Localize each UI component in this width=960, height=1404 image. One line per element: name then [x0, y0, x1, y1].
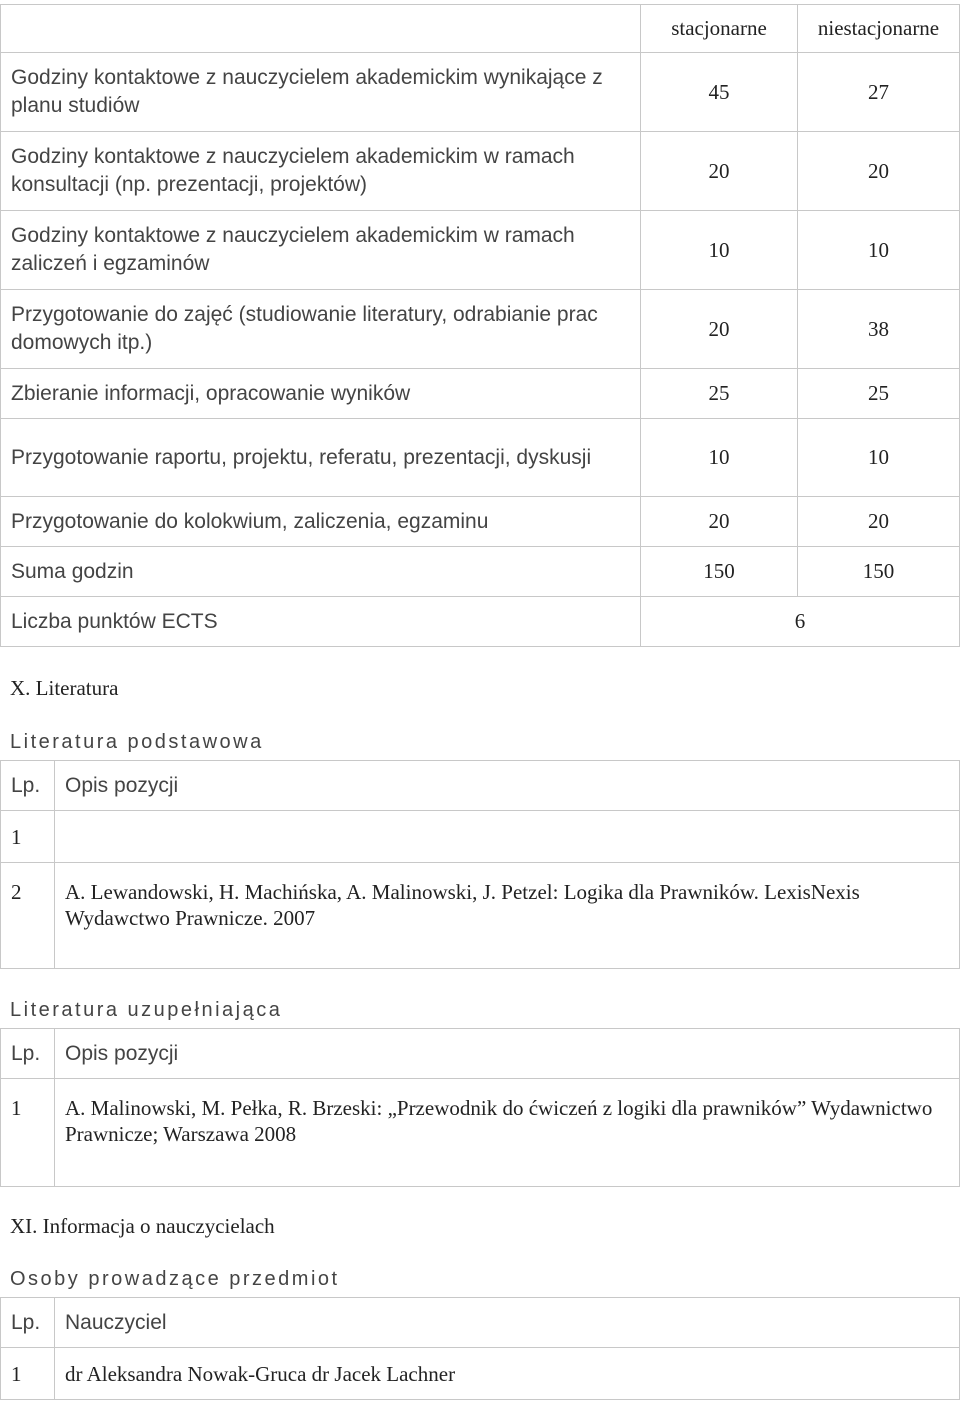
row-value-niestacjonarne: 20: [798, 497, 960, 547]
row-desc: [55, 811, 960, 863]
col-desc-header: Opis pozycji: [55, 761, 960, 811]
table-row: [1, 369, 960, 419]
row-value-stacjonarne: 10: [641, 419, 798, 497]
col-lp-header: Lp.: [1, 761, 55, 811]
row-value-stacjonarne: 20: [641, 290, 798, 369]
table-row: [1, 290, 960, 369]
row-label: Godziny kontaktowe z nauczycielem akademickim w ramach zaliczeń i egzaminów: [1, 211, 641, 290]
table-row: [1, 863, 960, 969]
row-lp: 1: [1, 1079, 55, 1187]
table-header-row: [1, 1298, 960, 1348]
table-row: [1, 497, 960, 547]
row-value-stacjonarne: 10: [641, 211, 798, 290]
ects-points-row: [1, 597, 960, 647]
row-desc: A. Malinowski, M. Pełka, R. Brzeski: „Przewodnik do ćwiczeń z logiki dla prawników” Wydawnictwo Prawnicze; Warszawa 2008: [55, 1079, 960, 1187]
row-lp: 1: [1, 1348, 55, 1400]
row-value-niestacjonarne: 150: [798, 547, 960, 597]
row-label: Godziny kontaktowe z nauczycielem akademickim wynikające z planu studiów: [1, 53, 641, 132]
col-lp-header: Lp.: [1, 1029, 55, 1079]
row-value-niestacjonarne: 25: [798, 369, 960, 419]
teachers-heading: Osoby prowadzące przedmiot: [10, 1268, 340, 1290]
table-row: [1, 211, 960, 290]
row-value-niestacjonarne: 20: [798, 132, 960, 211]
ects-workload-table: [0, 4, 960, 647]
basic-literature-heading: Literatura podstawowa: [10, 731, 264, 753]
col-name-header: Nauczyciel: [55, 1298, 960, 1348]
table-row: [1, 1079, 960, 1187]
teacher-name: dr Aleksandra Nowak-Gruca dr Jacek Lachner: [55, 1348, 960, 1400]
header-stacjonarne: stacjonarne: [641, 5, 798, 53]
extra-literature-heading: Literatura uzupełniająca: [10, 999, 283, 1021]
row-label: Suma godzin: [1, 547, 641, 597]
table-row: [1, 53, 960, 132]
row-lp: 1: [1, 811, 55, 863]
row-value-stacjonarne: 25: [641, 369, 798, 419]
row-value-niestacjonarne: 10: [798, 211, 960, 290]
header-niestacjonarne: niestacjonarne: [798, 5, 960, 53]
section-title-nauczyciele: XI. Informacja o nauczycielach: [10, 1214, 275, 1238]
table-row: [1, 811, 960, 863]
row-value-niestacjonarne: 38: [798, 290, 960, 369]
basic-literature-table: [0, 760, 960, 969]
table-row: [1, 547, 960, 597]
col-desc-header: Opis pozycji: [55, 1029, 960, 1079]
table-row: [1, 132, 960, 211]
table-row: [1, 1348, 960, 1400]
row-value-stacjonarne: 150: [641, 547, 798, 597]
row-label: Przygotowanie do zajęć (studiowanie literatury, odrabianie prac domowych itp.): [1, 290, 641, 369]
extra-literature-table: [0, 1028, 960, 1187]
row-label: Godziny kontaktowe z nauczycielem akademickim w ramach konsultacji (np. prezentacji, projektów): [1, 132, 641, 211]
row-lp: 2: [1, 863, 55, 969]
row-value-niestacjonarne: 27: [798, 53, 960, 132]
header-empty-cell: [1, 5, 641, 53]
teachers-table: [0, 1297, 960, 1400]
row-value-niestacjonarne: 10: [798, 419, 960, 497]
row-value-stacjonarne: 20: [641, 132, 798, 211]
section-title-literatura: X. Literatura: [10, 676, 119, 700]
col-lp-header: Lp.: [1, 1298, 55, 1348]
table-header-row: [1, 5, 960, 53]
table-header-row: [1, 1029, 960, 1079]
table-row: [1, 419, 960, 497]
row-desc: A. Lewandowski, H. Machińska, A. Malinowski, J. Petzel: Logika dla Prawników. LexisNexis Wydawctwo Prawnicze. 2007: [55, 863, 960, 969]
ects-points-value: 6: [641, 597, 960, 647]
ects-points-label: Liczba punktów ECTS: [1, 597, 641, 647]
row-label: Przygotowanie raportu, projektu, referatu, prezentacji, dyskusji: [1, 419, 641, 497]
row-label: Przygotowanie do kolokwium, zaliczenia, egzaminu: [1, 497, 641, 547]
table-header-row: [1, 761, 960, 811]
row-label: Zbieranie informacji, opracowanie wyników: [1, 369, 641, 419]
row-value-stacjonarne: 45: [641, 53, 798, 132]
row-value-stacjonarne: 20: [641, 497, 798, 547]
